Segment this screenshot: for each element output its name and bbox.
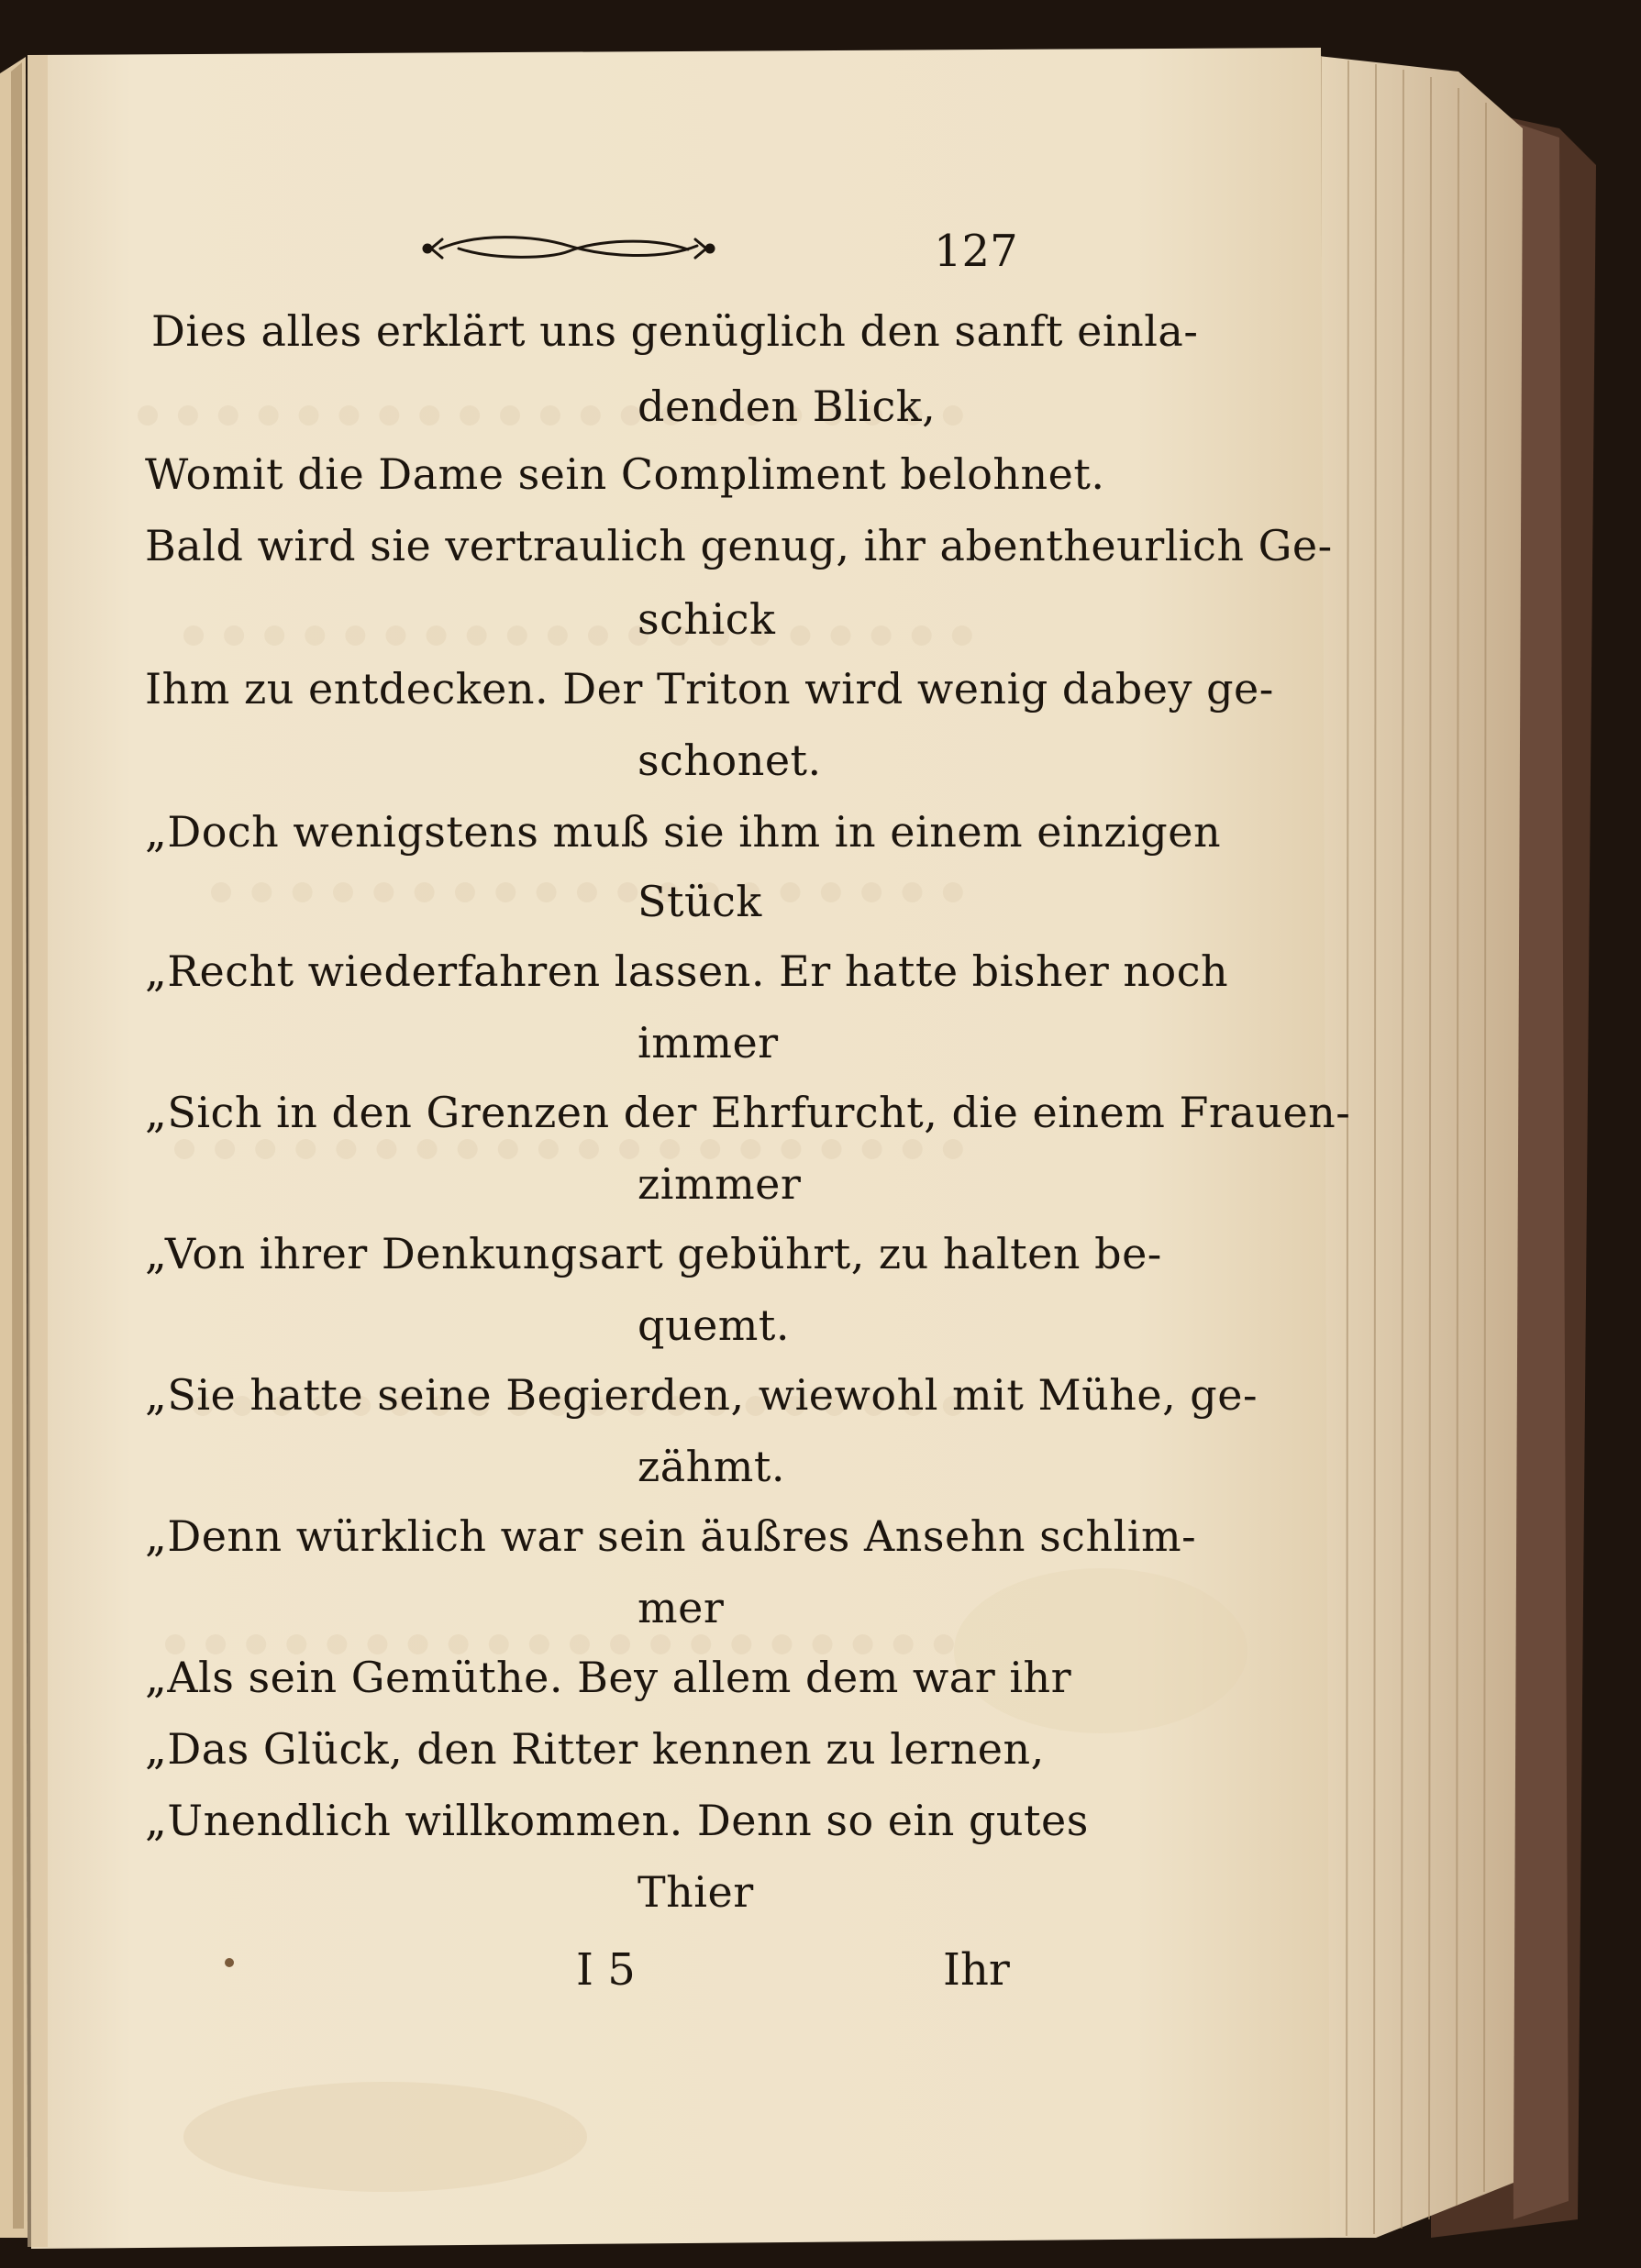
- text-line: Stück: [638, 877, 762, 926]
- text-line: „Sie hatte seine Begierden, wiewohl mit Mühe, ge-: [145, 1370, 1258, 1420]
- text-line: [151, 306, 1199, 356]
- text-line: Bald wird sie vertraulich genug, ihr abentheurlich Ge-: [145, 521, 1333, 570]
- signature-mark: I 5: [576, 1944, 636, 1996]
- text-line: immer: [638, 1018, 779, 1068]
- page-number: 127: [934, 226, 1018, 277]
- text-line: „Doch wenigstens muß sie ihm in einem einzigen: [145, 807, 1222, 857]
- text-line: Thier: [638, 1867, 754, 1917]
- text-line: „Als sein Gemüthe. Bey allem dem war ihr: [145, 1653, 1072, 1702]
- text-line: zimmer: [638, 1159, 802, 1209]
- text-line: quemt.: [638, 1300, 791, 1350]
- text-line: „Unendlich willkommen. Denn so ein gutes: [145, 1796, 1089, 1845]
- text-line: schick: [638, 594, 776, 644]
- text-line: „Denn würklich war sein äußres Ansehn schlim-: [145, 1511, 1197, 1561]
- text-line: zähmt.: [638, 1442, 786, 1491]
- text-line: „Sich in den Grenzen der Ehrfurcht, die einem Frauen-: [145, 1088, 1351, 1137]
- text-line: „Das Glück, den Ritter kennen zu lernen,: [145, 1724, 1045, 1774]
- text-line: mer: [638, 1583, 725, 1632]
- text-line: „Von ihrer Denkungsart gebührt, zu halten be-: [145, 1229, 1162, 1278]
- header-ornament: [422, 226, 715, 271]
- show-through-text: [138, 382, 981, 1944]
- text-line: Ihm zu entdecken. Der Triton wird wenig dabey ge-: [145, 664, 1274, 714]
- text-line: „Recht wiederfahren lassen. Er hatte bisher noch: [145, 946, 1229, 996]
- text-line: Womit die Dame sein Compliment belohnet.: [145, 449, 1105, 499]
- catchword: Ihr: [943, 1944, 1010, 1996]
- text-line: denden Blick,: [638, 382, 937, 431]
- text-line-content: Dies alles erklärt uns genüglich den sanft einla-: [151, 306, 1199, 356]
- text-line: schonet.: [638, 736, 822, 785]
